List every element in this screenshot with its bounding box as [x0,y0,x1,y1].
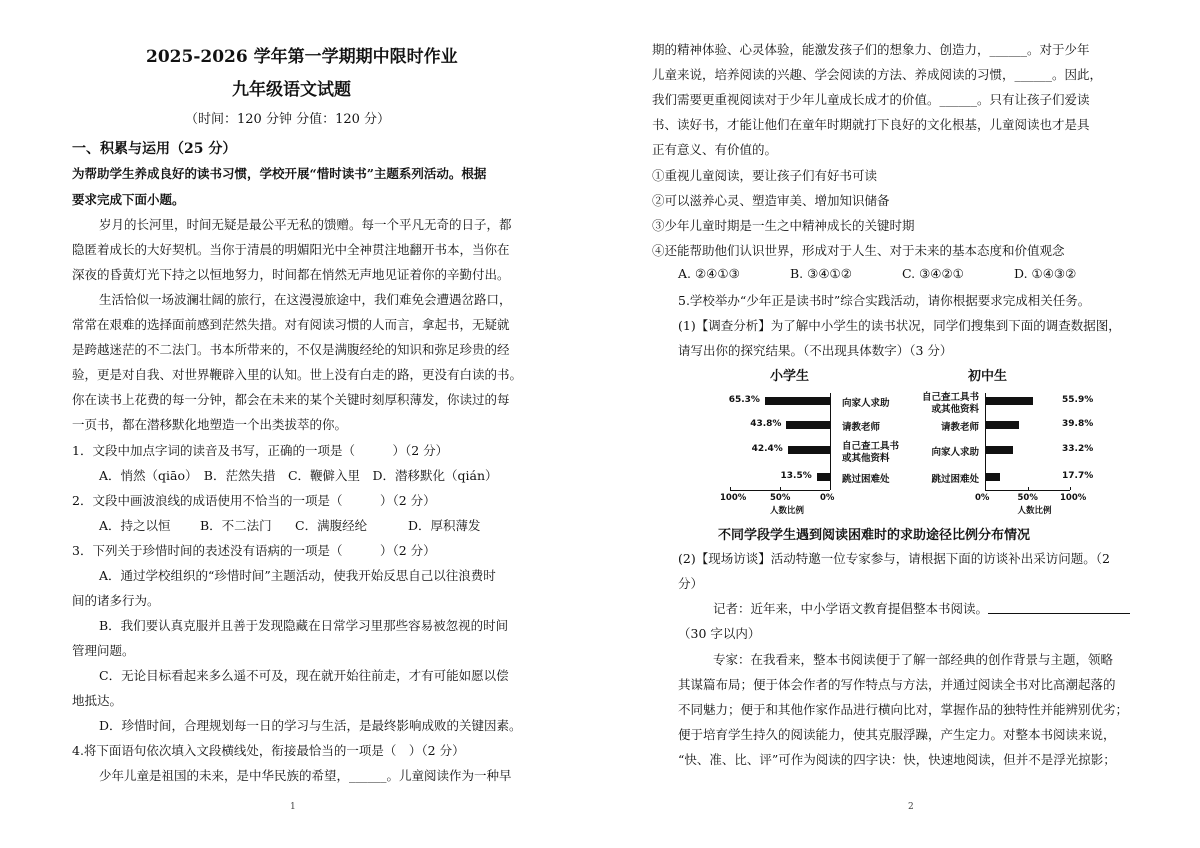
chart-primary [680,365,910,520]
passage-line: 一页书，都在潜移默化地塑造一个出类拔萃的你。 [72,417,348,432]
question-2: 2．文段中画波浪线的成语使用不恰当的一项是（ ）（2 分） [72,493,436,508]
answer-blank[interactable] [988,613,1130,614]
category-label: 自己查工具书 [921,392,979,403]
page-number: 2 [908,802,914,812]
expert-line: 其谋篇布局；便于体会作者的写作特点与方法，并通过阅读全书对比高潮起落的 [678,677,1116,692]
q3-option: 间的诸多行为。 [72,593,160,608]
bar [817,473,831,481]
question-5-1: 请写出你的探究结果。（不出现具体数字）（3 分） [678,343,953,358]
q3-option: C．无论目标看起来多么遥不可及，现在就开始往前走，才有可能如愿以偿 [99,668,509,683]
passage-line: 我们需要更重视阅读对于少年儿童成长成才的价值。______。只有让孩子们爱读 [652,92,1090,107]
question-5: 5.学校举办“少年正是读书时”综合实践活动，请你根据要求完成相关任务。 [678,293,1091,308]
q4-choice: C. ③④②① [902,266,964,281]
x-tick [1028,487,1029,490]
expert-line: “快、准、比、评”可作为阅读的四字诀：快，快速地阅读，但并不是浮光掠影； [678,752,1116,767]
x-axis-line [730,490,830,491]
q3-option: 地抵达。 [72,693,123,708]
passage-line: 少年儿童是祖国的未来，是中华民族的希望，______。儿童阅读作为一种早 [99,768,512,783]
q4-choice: D. ①④③② [1014,266,1077,281]
passage-line: 期的精神体验、心灵体验，能激发孩子们的想象力、创造力，______。对于少年 [652,42,1090,57]
baseline [830,393,831,490]
question-5-2: (2)【现场访谈】活动特邀一位专家参与，请根据下面的访谈补出采访问题。（2 [678,551,1110,566]
value-label: 43.8% [750,419,782,429]
q3-option: 管理问题。 [72,643,135,658]
chart-caption: 不同学段学生遇到阅读困难时的求助途径比例分布情况 [718,528,1031,543]
value-label: 55.9% [1062,395,1094,405]
x-tick-label: 50% [770,493,791,503]
expert-line: 不同魅力；便于和其他作家作品进行横向比对，掌握作品的独特性并能辨别优劣； [678,702,1129,717]
q2-option: D．厚积薄发 [408,518,481,533]
q4-choice: A. ②④①③ [678,266,740,281]
question-4: 4.将下面语句依次填入文段横线处，衔接最恰当的一项是（ ）（2 分） [72,743,465,758]
exam-title: 2025-2026 学年第一学期期中限时作业 [146,47,458,67]
x-tick-label: 50% [1017,493,1038,503]
category-label: 向家人求助 [842,398,890,409]
sentence-option: ②可以滋养心灵、塑造审美、增加知识储备 [652,193,890,208]
sentence-option: ①重视儿童阅读，要让孩子们有好书可读 [652,168,878,183]
section-heading: 一、积累与运用（25 分） [72,141,237,157]
bar [985,473,1000,481]
q3-option: B．我们要认真克服并且善于发现隐藏在日常学习里那些容易被忽视的时间 [99,618,509,633]
passage-line: 深夜的昏黄灯光下持之以恒地努力，时间都在悄然无声地见证着你的辛勤付出。 [72,267,510,282]
category-label: 请教老师 [940,422,979,433]
value-label: 65.3% [728,395,760,405]
category-label: 跳过困难处 [842,474,890,485]
q2-option: C．满腹经纶 [295,518,368,533]
value-label: 39.8% [1062,419,1094,429]
passage-line: 书、读好书，才能让他们在童年时期就打下良好的文化根基，儿童阅读也才是具 [652,117,1090,132]
exam-subtitle: 九年级语文试题 [232,80,351,100]
passage-line: 你在读书上花费的每一分钟，都会在未来的某个关键时刻厚积薄发，你读过的每 [72,392,510,407]
expert-line: 便于培育学生持久的阅读能力，使其克服浮躁，产生定力。对整本书阅读来说， [678,727,1116,742]
value-label: 33.2% [1062,444,1094,454]
question-3: 3．下列关于珍惜时间的表述没有语病的一项是（ ）（2 分） [72,543,436,558]
category-label: 请教老师 [842,422,881,433]
passage-line: 隐匿着成长的大好契机。当你于清晨的明媚阳光中全神贯注地翻开书本，当你在 [72,242,510,257]
chart-title: 小学生 [770,369,810,384]
passage-line: 常常在艰难的选择面前感到茫然失措。对有阅读习惯的人而言，拿起书，无疑就 [72,317,510,332]
x-axis-label: 人数比例 [1017,506,1052,516]
passage-line: 岁月的长河里，时间无疑是最公平无私的馈赠。每一个平凡无奇的日子，都 [99,217,512,232]
expert-line: 专家：在我看来，整本书阅读便于了解一部经典的创作背景与主题，领略 [713,652,1114,667]
x-tick [985,487,986,490]
q3-option: A．通过学校组织的“珍惜时间”主题活动，使我开始反思自己以往浪费时 [99,568,496,583]
sentence-option: ④还能帮助他们认识世界，形成对于人生、对于未来的基本态度和价值观念 [652,243,1065,258]
x-tick-label: 100% [1060,493,1087,503]
q2-option: B．不二法门 [200,518,272,533]
x-axis-line [985,490,1070,491]
category-label: 或其他资料 [931,404,979,415]
chart-middle [910,365,1110,520]
passage-line: 正有意义、有价值的。 [652,142,778,157]
intro-line: 要求完成下面小题。 [72,192,185,207]
word-limit: （30 字以内） [678,626,761,641]
x-tick [830,487,831,490]
bar [985,397,1033,405]
category-label: 或其他资料 [842,453,890,464]
bar [788,446,830,454]
question-5-2: 分） [678,576,704,591]
bar [765,397,830,405]
x-tick-label: 0% [820,493,835,503]
value-label: 42.4% [751,444,783,454]
q2-option: A．持之以恒 [99,518,171,533]
right-page [600,0,1200,848]
time-score: （时间：120 分钟 分值：120 分） [185,112,391,127]
question-1: 1．文段中加点字词的读音及书写，正确的一项是（ ）（2 分） [72,443,449,458]
question-1-options: A．悄然（qiāo） B．茫然失措 C．鞭僻入里 D．潜移默化（qián） [99,468,498,483]
value-label: 13.5% [780,471,812,481]
q3-option: D．珍惜时间，合理规划每一日的学习与生活，是最终影响成败的关键因素。 [99,718,522,733]
passage-line: 生活恰似一场波澜壮阔的旅行，在这漫漫旅途中，我们难免会遭遇岔路口， [99,292,512,307]
intro-line: 为帮助学生养成良好的读书习惯，学校开展“惜时读书”主题系列活动。根据 [72,166,487,181]
category-label: 跳过困难处 [931,474,979,485]
bar [786,421,830,429]
sentence-option: ③少年儿童时期是一生之中精神成长的关键时期 [652,218,915,233]
passage-line: 儿童来说，培养阅读的兴趣、学会阅读的方法、养成阅读的习惯，______。因此， [652,67,1103,82]
x-tick-label: 0% [975,493,990,503]
x-tick-label: 100% [720,493,747,503]
bar [985,446,1013,454]
question-5-1: (1)【调查分析】为了解中小学生的读书状况，同学们搜集到下面的调查数据图， [678,318,1121,333]
passage-line: 验，更是对自我、对世界鞭辟入里的认知。世上没有白走的路，更没有白读的书。 [72,367,523,382]
passage-line: 是跨越迷茫的不二法门。书本所带来的，不仅是满腹经纶的知识和弥足珍贵的经 [72,342,510,357]
bar [985,421,1019,429]
x-tick [1070,487,1071,490]
chart-title: 初中生 [968,369,1008,384]
category-label: 自己查工具书 [842,441,900,452]
q4-choice: B. ③④①② [790,266,852,281]
value-label: 17.7% [1062,471,1094,481]
x-axis-label: 人数比例 [770,506,805,516]
x-tick [780,487,781,490]
category-label: 向家人求助 [931,447,979,458]
page-number: 1 [290,802,296,812]
reporter-line: 记者：近年来，中小学语文教育提倡整本书阅读。 [713,601,989,616]
x-tick [730,487,731,490]
